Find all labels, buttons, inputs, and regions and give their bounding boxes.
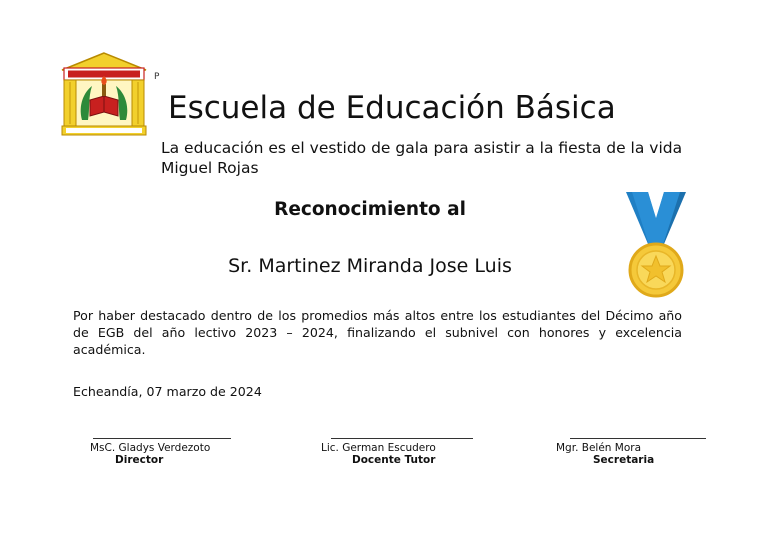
- signature-name: MsC. Gladys Verdezoto: [90, 442, 211, 454]
- signature-line: [93, 438, 231, 439]
- signature-name: Lic. German Escudero: [321, 442, 436, 454]
- school-motto: La educación es el vestido de gala para asistir a la fiesta de la vida Miguel Rojas: [161, 139, 683, 177]
- signature-role: Secretaria: [593, 454, 655, 466]
- signature-line: [331, 438, 473, 439]
- school-logo: [58, 50, 150, 138]
- signature-tutor: [321, 438, 501, 466]
- signature-name: Mgr. Belén Mora: [556, 442, 642, 454]
- place-date: Echeandía, 07 marzo de 2024: [73, 384, 262, 399]
- signature-director: [90, 438, 270, 466]
- signature-role: Docente Tutor: [352, 454, 436, 466]
- medal-icon: [618, 188, 694, 300]
- certificate-body: Por haber destacado dentro de los promedios más altos entre los estudiantes del Décimo año de EGB del año lectivo 2023 – 2024, finalizando el subnivel con honores y excelencia académica.: [73, 308, 682, 357]
- recipient-name: Sr. Martinez Miranda Jose Luis: [228, 255, 512, 277]
- school-name: Escuela de Educación Básica: [168, 90, 616, 126]
- signature-secretary: [556, 438, 736, 466]
- signature-line: [570, 438, 706, 439]
- logo-mark-text: P: [154, 72, 160, 82]
- signature-role: Director: [115, 454, 164, 466]
- certificate-heading: Reconocimiento al: [274, 199, 466, 220]
